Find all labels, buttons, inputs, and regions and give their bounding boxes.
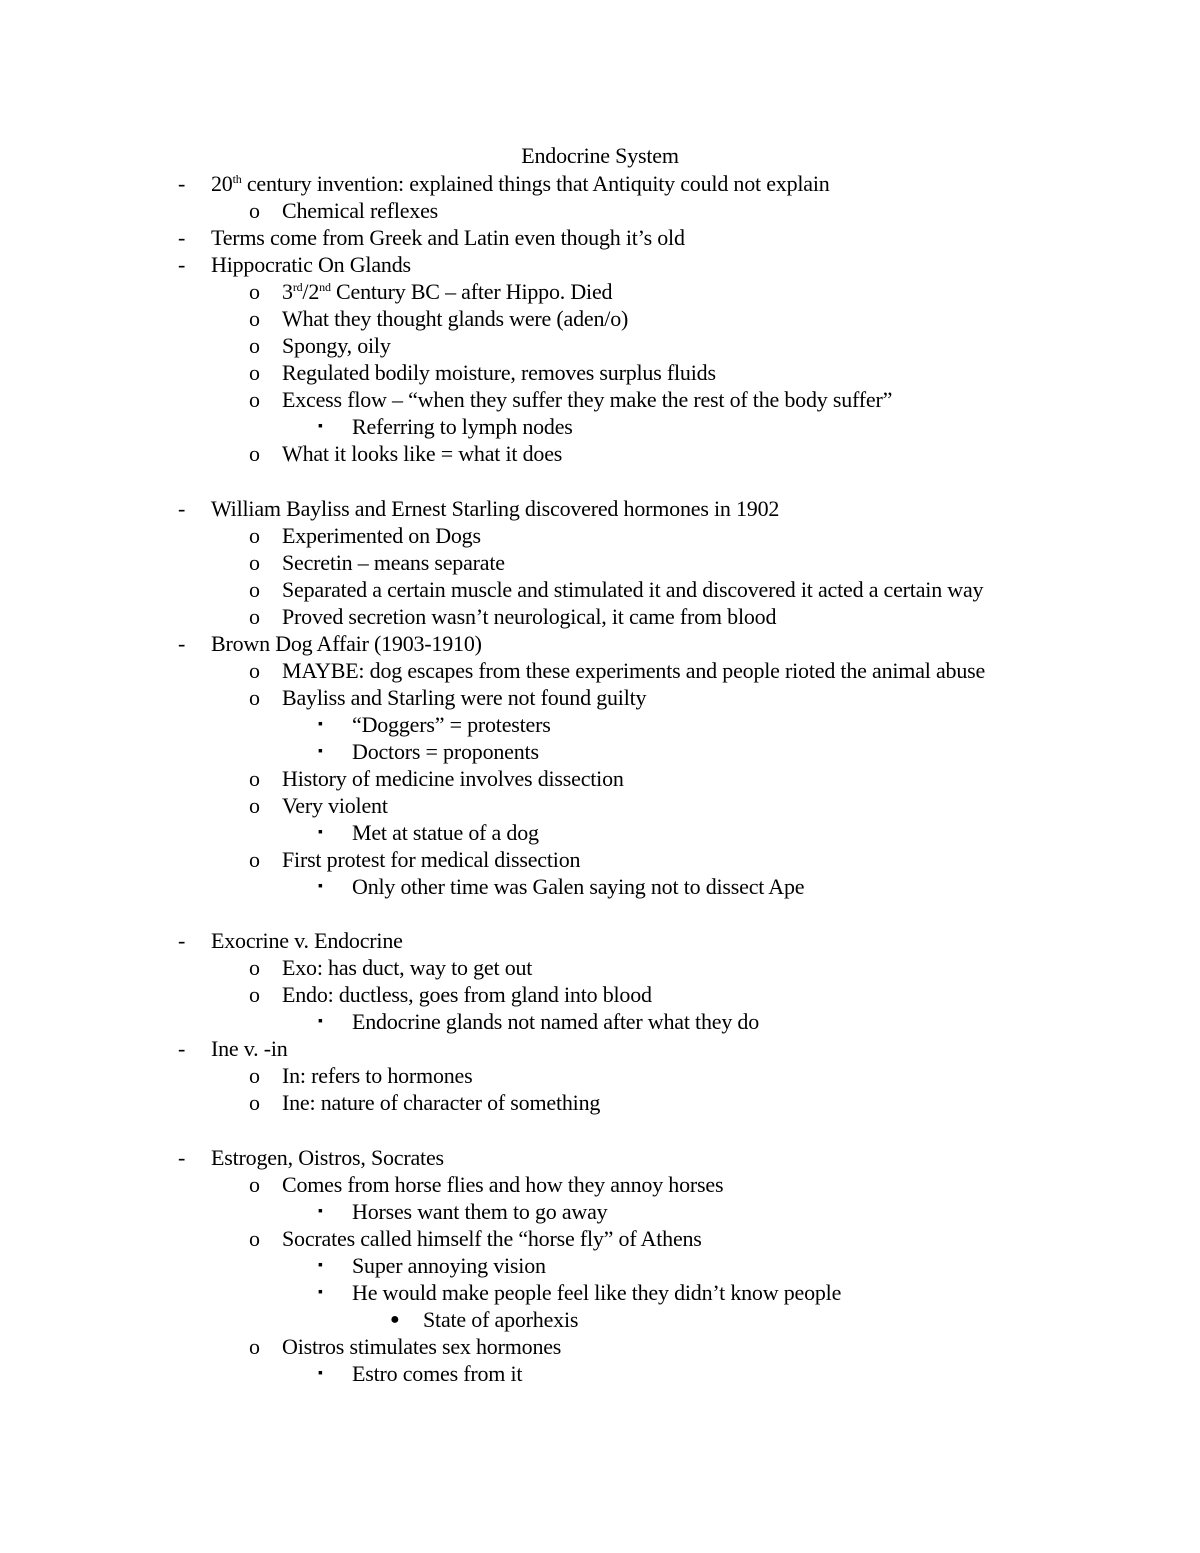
outline-item-text: 3rd/2nd Century BC – after Hippo. Died (282, 279, 613, 304)
circle-bullet-icon: o (249, 604, 260, 629)
outline-item-text: Referring to lymph nodes (352, 414, 573, 439)
circle-bullet-icon: o (249, 766, 260, 791)
outline-item-text: Proved secretion wasn’t neurological, it came from blood (282, 604, 777, 629)
outline-item-text: Regulated bodily moisture, removes surplus fluids (282, 360, 716, 385)
outline-item-level-2 (0, 711, 1200, 738)
dash-bullet-icon: - (178, 252, 186, 277)
outline-item-level-1 (0, 332, 1200, 359)
outline-item-text: In: refers to hormones (282, 1063, 473, 1088)
outline-item-text: History of medicine involves dissection (282, 766, 624, 791)
outline-item-text: Estrogen, Oistros, Socrates (211, 1145, 444, 1170)
circle-bullet-icon: o (249, 955, 260, 980)
circle-bullet-icon: o (249, 793, 260, 818)
outline-item-text: “Doggers” = protesters (352, 712, 551, 737)
outline-item-text: He would make people feel like they didn’t know people (352, 1280, 842, 1305)
outline-item-level-1 (0, 440, 1200, 467)
square-bullet-icon: ▪ (318, 419, 323, 434)
outline-item-text: Oistros stimulates sex hormones (282, 1334, 562, 1359)
outline-item-level-2 (0, 1360, 1200, 1387)
outline-item-text: Separated a certain muscle and stimulated it and discovered it acted a certain way (282, 577, 984, 602)
outline-item-level-2 (0, 873, 1200, 900)
outline-item-text: Estro comes from it (352, 1361, 523, 1386)
dot-bullet-icon: ● (390, 1311, 400, 1328)
outline-item-level-1 (0, 278, 1200, 305)
dash-bullet-icon: - (178, 1036, 186, 1061)
outline-item-text: Terms come from Greek and Latin even though it’s old (211, 225, 685, 250)
outline-item-level-1 (0, 981, 1200, 1008)
outline-item-level-1 (0, 792, 1200, 819)
outline-item-text: Spongy, oily (282, 333, 391, 358)
outline-item-text: First protest for medical dissection (282, 847, 581, 872)
outline-item-level-1 (0, 359, 1200, 386)
outline-item-text: Exocrine v. Endocrine (211, 928, 403, 953)
circle-bullet-icon: o (249, 1063, 260, 1088)
circle-bullet-icon: o (249, 360, 260, 385)
outline-item-text: Endo: ductless, goes from gland into blood (282, 982, 652, 1007)
outline-item-text: Hippocratic On Glands (211, 252, 411, 277)
circle-bullet-icon: o (249, 387, 260, 412)
circle-bullet-icon: o (249, 1090, 260, 1115)
circle-bullet-icon: o (249, 577, 260, 602)
outline-item-text: Bayliss and Starling were not found guilty (282, 685, 647, 710)
outline-item-level-2 (0, 1252, 1200, 1279)
circle-bullet-icon: o (249, 279, 260, 304)
circle-bullet-icon: o (249, 847, 260, 872)
outline-item-level-0 (0, 495, 1200, 522)
dash-bullet-icon: - (178, 225, 186, 250)
circle-bullet-icon: o (249, 1334, 260, 1359)
dash-bullet-icon: - (178, 631, 186, 656)
outline-item-level-1 (0, 549, 1200, 576)
outline-item-level-1 (0, 305, 1200, 332)
circle-bullet-icon: o (249, 685, 260, 710)
outline-item-text: Endocrine glands not named after what they do (352, 1009, 760, 1034)
outline-item-level-3 (0, 1306, 1200, 1333)
square-bullet-icon: ▪ (318, 1366, 323, 1381)
outline-item-level-1 (0, 684, 1200, 711)
outline-item-text: Socrates called himself the “horse fly” of Athens (282, 1226, 702, 1251)
outline-item-text: Brown Dog Affair (1903-1910) (211, 631, 482, 656)
outline-item-level-1 (0, 1171, 1200, 1198)
outline-item-level-2 (0, 1198, 1200, 1225)
square-bullet-icon: ▪ (318, 1285, 323, 1300)
outline-item-level-1 (0, 846, 1200, 873)
document-title: Endocrine System (521, 143, 679, 168)
outline-item-level-2 (0, 1008, 1200, 1035)
outline-item-text: Super annoying vision (352, 1253, 546, 1278)
dash-bullet-icon: - (178, 496, 186, 521)
circle-bullet-icon: o (249, 1226, 260, 1251)
dash-bullet-icon: - (178, 928, 186, 953)
outline-item-text: Chemical reflexes (282, 198, 439, 223)
circle-bullet-icon: o (249, 658, 260, 683)
outline-item-level-1 (0, 1062, 1200, 1089)
outline-item-text: Horses want them to go away (352, 1199, 608, 1224)
outline-item-text: State of aporhexis (423, 1307, 579, 1332)
outline-item-level-1 (0, 197, 1200, 224)
outline-item-level-0 (0, 927, 1200, 954)
outline-item-level-2 (0, 819, 1200, 846)
outline-item-text: Only other time was Galen saying not to dissect Ape (352, 874, 805, 899)
outline-item-text: Comes from horse flies and how they annoy horses (282, 1172, 724, 1197)
outline-item-level-1 (0, 603, 1200, 630)
outline-item-text: 20th century invention: explained things that Antiquity could not explain (211, 171, 830, 196)
square-bullet-icon: ▪ (318, 717, 323, 732)
outline-item-text: Doctors = proponents (352, 739, 539, 764)
outline-item-level-2 (0, 738, 1200, 765)
outline-item-text: Secretin – means separate (282, 550, 505, 575)
circle-bullet-icon: o (249, 441, 260, 466)
circle-bullet-icon: o (249, 333, 260, 358)
outline-item-text: Ine v. -in (211, 1036, 288, 1061)
outline-item-level-1 (0, 1225, 1200, 1252)
square-bullet-icon: ▪ (318, 879, 323, 894)
square-bullet-icon: ▪ (318, 825, 323, 840)
circle-bullet-icon: o (249, 1172, 260, 1197)
circle-bullet-icon: o (249, 198, 260, 223)
dash-bullet-icon: - (178, 1145, 186, 1170)
outline-item-text: MAYBE: dog escapes from these experiments and people rioted the animal abuse (282, 658, 986, 683)
circle-bullet-icon: o (249, 982, 260, 1007)
outline-item-level-1 (0, 954, 1200, 981)
outline-item-level-1 (0, 1333, 1200, 1360)
outline-item-level-0 (0, 170, 1200, 197)
outline-item-text: What they thought glands were (aden/o) (282, 306, 629, 331)
outline-item-level-1 (0, 657, 1200, 684)
outline-item-level-1 (0, 1089, 1200, 1116)
outline-item-text: Very violent (282, 793, 388, 818)
outline-item-level-1 (0, 386, 1200, 413)
circle-bullet-icon: o (249, 550, 260, 575)
dash-bullet-icon: - (178, 171, 186, 196)
circle-bullet-icon: o (249, 523, 260, 548)
outline-item-text: Excess flow – “when they suffer they make the rest of the body suffer” (282, 387, 893, 412)
outline-item-level-0 (0, 1035, 1200, 1062)
outline-item-level-0 (0, 1144, 1200, 1171)
outline-item-text: Ine: nature of character of something (282, 1090, 601, 1115)
square-bullet-icon: ▪ (318, 1258, 323, 1273)
square-bullet-icon: ▪ (318, 1014, 323, 1029)
outline-item-text: Exo: has duct, way to get out (282, 955, 533, 980)
outline-item-level-2 (0, 413, 1200, 440)
outline-item-level-2 (0, 1279, 1200, 1306)
outline-item-level-1 (0, 522, 1200, 549)
circle-bullet-icon: o (249, 306, 260, 331)
square-bullet-icon: ▪ (318, 744, 323, 759)
outline-item-level-1 (0, 576, 1200, 603)
outline-item-level-0 (0, 630, 1200, 657)
outline-item-text: William Bayliss and Ernest Starling discovered hormones in 1902 (211, 496, 780, 521)
outline-item-level-0 (0, 251, 1200, 278)
outline-item-text: Met at statue of a dog (352, 820, 539, 845)
outline-item-level-0 (0, 224, 1200, 251)
square-bullet-icon: ▪ (318, 1204, 323, 1219)
outline-item-text: What it looks like = what it does (282, 441, 563, 466)
outline-item-text: Experimented on Dogs (282, 523, 481, 548)
outline-item-level-1 (0, 765, 1200, 792)
